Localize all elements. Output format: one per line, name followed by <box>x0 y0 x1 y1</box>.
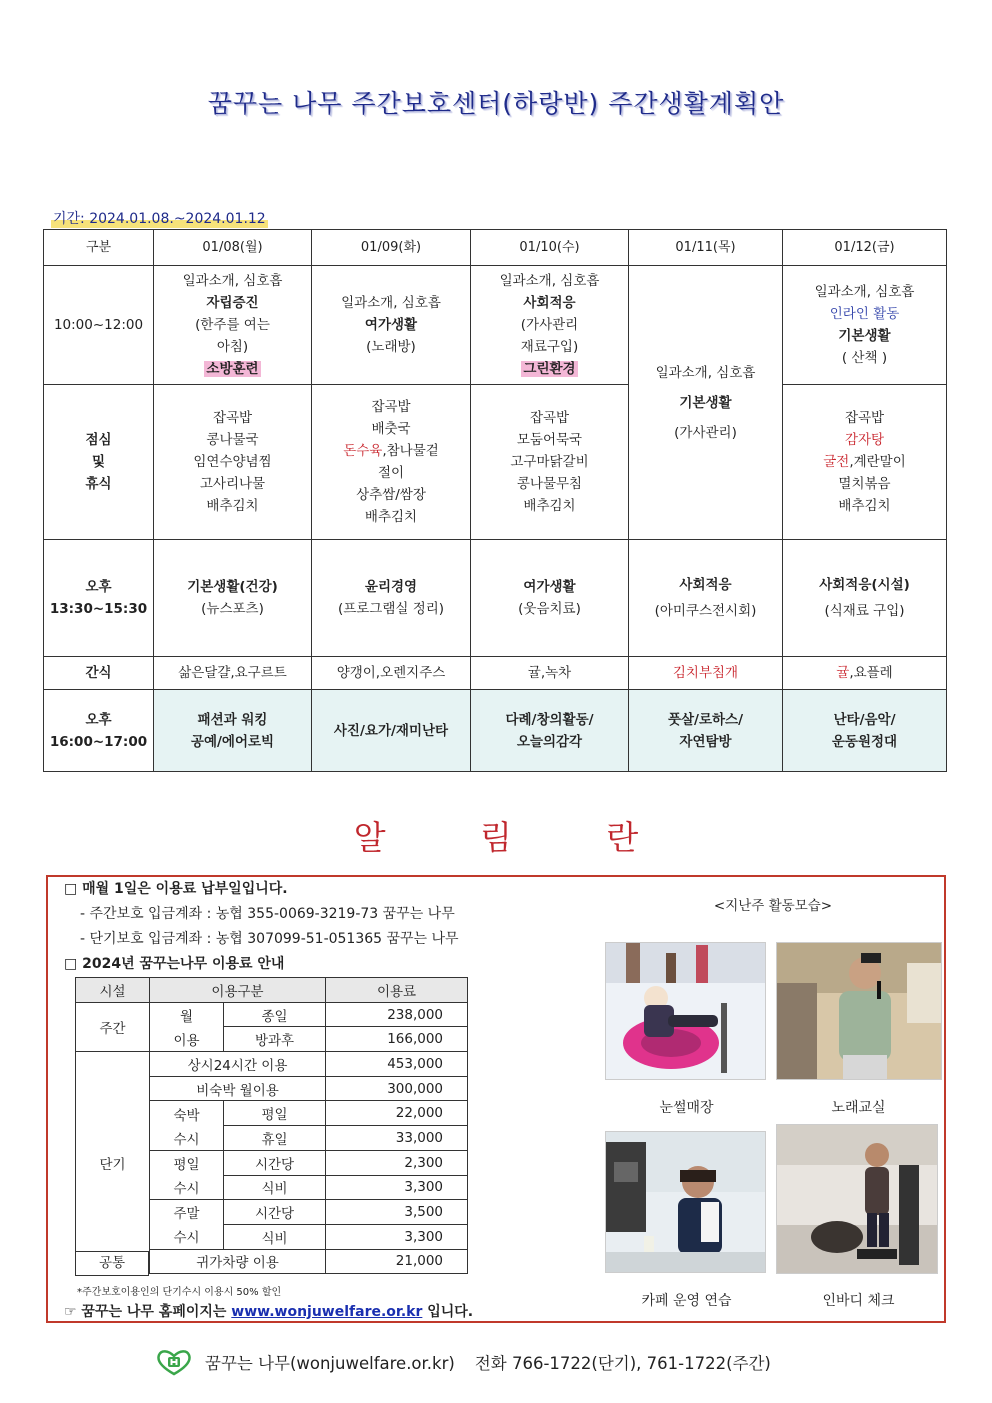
payment-day-notice: □ 매월 1일은 이용료 납부일입니다. <box>64 881 288 897</box>
fee-row: 평일 시간당 2,300 <box>76 1150 468 1175</box>
tue-morning: 일과소개, 심호흡 여가생활 (노래방) <box>312 266 471 385</box>
photo-caption-singing: 노래교실 <box>831 1100 886 1116</box>
header-mon: 01/08(월) <box>154 230 312 266</box>
fee-row: 귀가차량 이용 21,000 <box>76 1249 468 1274</box>
header-fri: 01/12(금) <box>783 230 947 266</box>
fee-row: 이용 방과후 166,000 <box>76 1027 468 1052</box>
mon-morning: 일과소개, 심호흡 자립증진 (한주를 여는 아침) 소방훈련 <box>154 266 312 385</box>
header-wed: 01/10(수) <box>471 230 629 266</box>
thu-afternoon2: 풋살/로하스/ 자연탐방 <box>629 690 783 772</box>
photo-sledding <box>605 942 766 1080</box>
fri-morning: 일과소개, 심호흡 인라인 활동 기본생활 ( 산책 ) <box>783 266 947 385</box>
footer-phone: 전화 766-1722(단기), 761-1722(주간) <box>474 1354 771 1373</box>
notice-heading: 알 림 란 <box>353 818 681 857</box>
tue-afternoon1: 윤리경영 (프로그램실 정리) <box>312 540 471 657</box>
wed-morning: 일과소개, 심호흡 사회적응 (가사관리 재료구입) 그린환경 <box>471 266 629 385</box>
fee-guide-heading: □ 2024년 꿈꾸는나무 이용료 안내 <box>64 956 285 972</box>
fri-afternoon1: 사회적응(시설) (식재료 구입) <box>783 540 947 657</box>
wed-lunch: 잡곡밥 모둠어묵국 고구마닭갈비 콩나물무침 배추김치 <box>471 385 629 540</box>
homepage-line: ☞ 꿈꾸는 나무 홈페이지는 www.wonjuwelfare.or.kr 입니다. <box>64 1304 474 1320</box>
snack-label: 간식 <box>44 657 154 690</box>
tree-heart-logo-icon <box>155 1348 193 1376</box>
fee-row: 단기 상시24시간 이용 453,000 <box>76 1052 468 1077</box>
snack-row <box>44 657 947 690</box>
fee-row: 주간 월 종일 238,000 <box>76 1002 468 1027</box>
thu-morning: 일과소개, 심호흡 기본생활 (가사관리) <box>629 266 783 540</box>
morning-row <box>44 266 947 385</box>
wed-afternoon2: 다례/창의활동/ 오늘의감각 <box>471 690 629 772</box>
mon-afternoon1: 기본생활(건강) (뉴스포츠) <box>154 540 312 657</box>
afternoon2-label: 오후 16:00~17:00 <box>44 690 154 772</box>
photo-caption-cafe: 카페 운영 연습 <box>641 1293 732 1309</box>
header-thu: 01/11(목) <box>629 230 783 266</box>
shortterm-account: - 단기보호 입금계좌 : 농협 307099-51-051365 꿈꾸는 나무 <box>80 931 459 947</box>
fee-common-label: 공통 <box>75 1251 149 1276</box>
fire-drill-badge: 소방훈련 <box>206 361 259 377</box>
afternoon2-row <box>44 690 947 772</box>
photo-inbody <box>776 1124 938 1274</box>
thu-afternoon1: 사회적응 (아미쿠스전시회) <box>629 540 783 657</box>
tue-afternoon2: 사진/요가/재미난타 <box>312 690 471 772</box>
footer <box>155 1348 771 1376</box>
photo-cafe <box>605 1131 766 1273</box>
tue-lunch: 잡곡밥 배춧국 돈수육,참나물겉 절이 상추쌈/쌈장 배추김치 <box>312 385 471 540</box>
mon-snack: 삶은달걀,요구르트 <box>154 657 312 690</box>
fee-table <box>75 977 468 1274</box>
daycare-account: - 주간보호 입금계좌 : 농협 355-0069-3219-73 꿈꾸는 나무 <box>80 906 455 922</box>
afternoon1-label: 오후 13:30~15:30 <box>44 540 154 657</box>
lunch-label: 점심 및 휴식 <box>44 385 154 540</box>
period-label: 기간: 2024.01.08.~2024.01.12 <box>51 208 268 228</box>
afternoon1-row <box>44 540 947 657</box>
photo-caption-sledding: 눈썰매장 <box>659 1100 714 1116</box>
fee-row: 수시 식비 3,300 <box>76 1224 468 1249</box>
fri-snack: 귤,요플레 <box>783 657 947 690</box>
header-category: 구분 <box>44 230 154 266</box>
photos-title: <지난주 활동모습> <box>713 898 833 914</box>
lunch-row <box>44 385 947 540</box>
fee-row: 숙박 평일 22,000 <box>76 1101 468 1126</box>
discount-note: *주간보호이용인의 단기수시 이용시 50% 할인 <box>77 1287 282 1298</box>
wed-snack: 귤,녹차 <box>471 657 629 690</box>
fri-lunch: 잡곡밥 감자탕 굴전,계란말이 멸치볶음 배추김치 <box>783 385 947 540</box>
mon-lunch: 잡곡밥 콩나물국 임연수양념찜 고사리나물 배추김치 <box>154 385 312 540</box>
photo-caption-inbody: 인바디 체크 <box>822 1293 895 1309</box>
photo-singing <box>776 942 942 1080</box>
thu-snack: 김치부침개 <box>629 657 783 690</box>
fee-row: 주말 시간당 3,500 <box>76 1200 468 1225</box>
tue-snack: 양갱이,오렌지주스 <box>312 657 471 690</box>
wed-afternoon1: 여가생활 (웃음치료) <box>471 540 629 657</box>
footer-org: 꿈꾸는 나무(wonjuwelfare.or.kr) <box>205 1354 455 1373</box>
fee-row: 수시 휴일 33,000 <box>76 1126 468 1151</box>
fee-header-row: 시설 이용구분 이용료 <box>76 978 468 1003</box>
mon-afternoon2: 패션과 워킹 공예/에어로빅 <box>154 690 312 772</box>
fee-row: 비숙박 월이용 300,000 <box>76 1076 468 1101</box>
green-env-badge: 그린환경 <box>523 361 576 377</box>
homepage-link[interactable]: www.wonjuwelfare.or.kr <box>231 1304 423 1320</box>
page-title: 꿈꾸는 나무 주간보호센터(하랑반) 주간생활계획안 <box>207 89 785 118</box>
fee-row: 수시 식비 3,300 <box>76 1175 468 1200</box>
header-tue: 01/09(화) <box>312 230 471 266</box>
schedule-header-row <box>44 230 947 266</box>
weekly-schedule-table <box>43 229 947 772</box>
morning-time: 10:00~12:00 <box>44 266 154 385</box>
fri-afternoon2: 난타/음악/ 운동원정대 <box>783 690 947 772</box>
